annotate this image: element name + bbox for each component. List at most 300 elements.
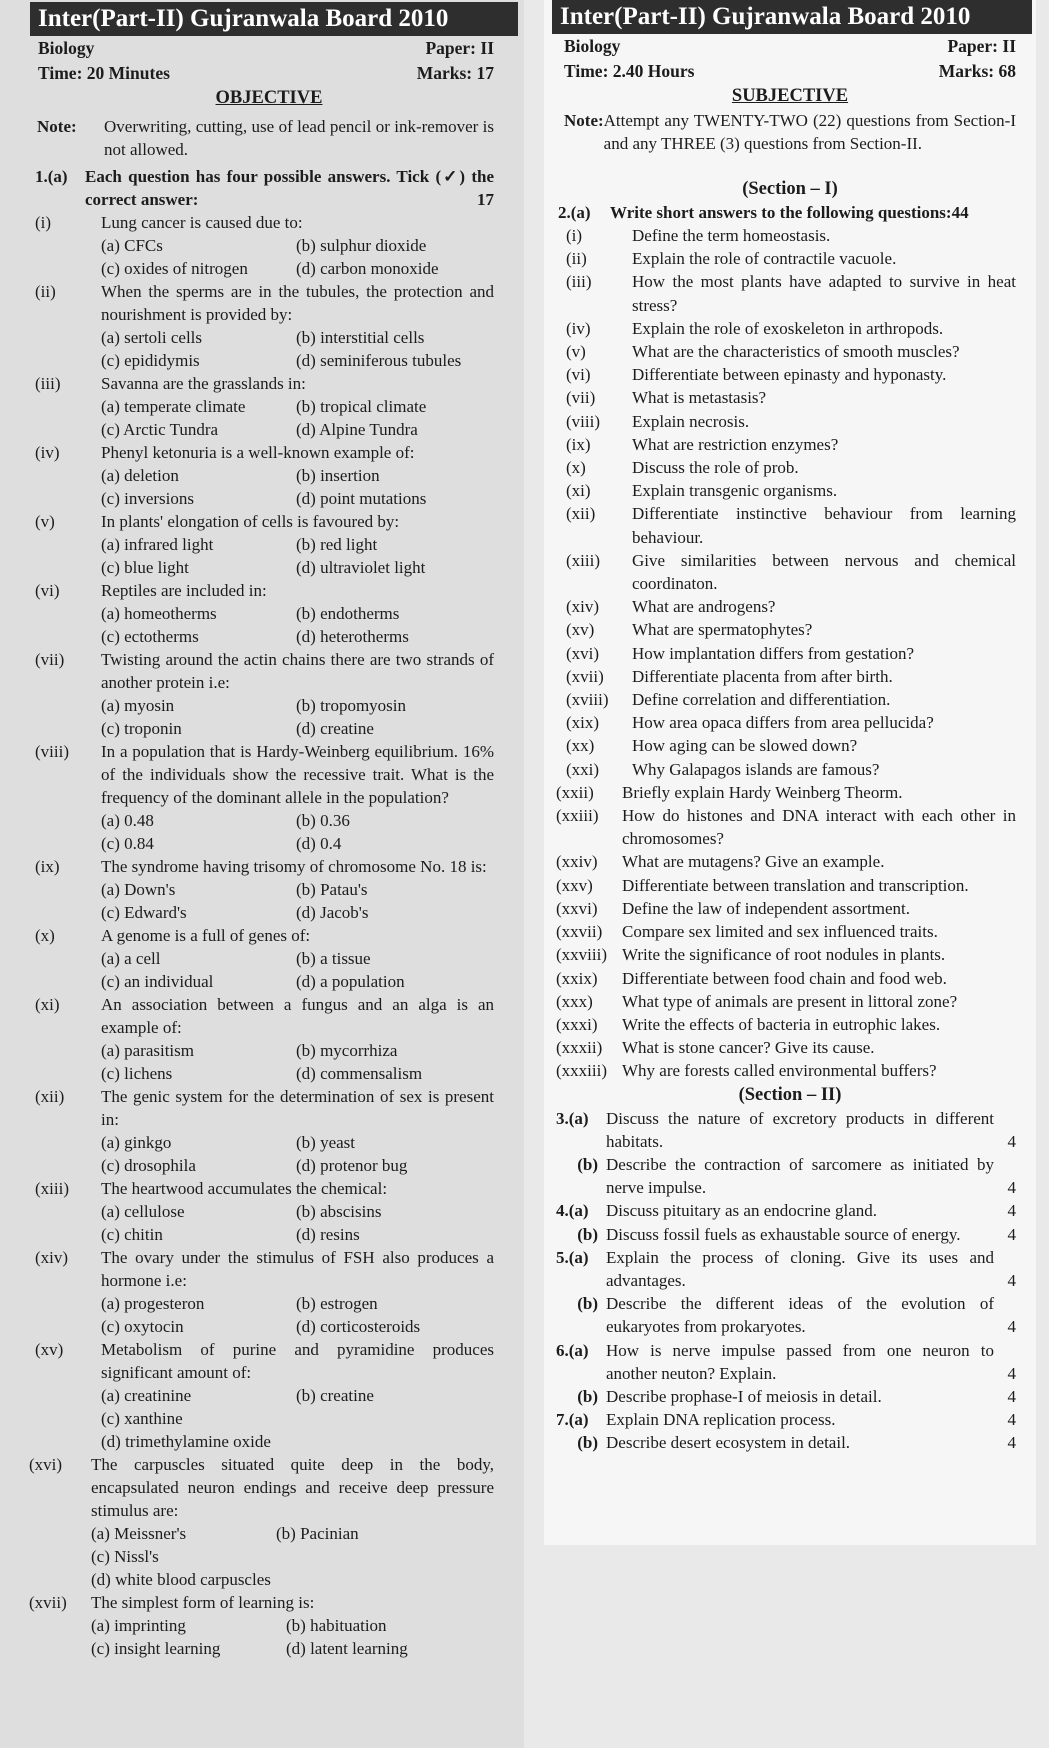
short-question-text: What are restriction enzymes? bbox=[632, 434, 839, 454]
mcq-item bbox=[0, 1085, 524, 1177]
mcq-stem: Savanna are the grasslands in: bbox=[101, 374, 306, 393]
long-question-number: 7.(a) bbox=[556, 1410, 589, 1430]
objective-note bbox=[0, 111, 524, 165]
long-question-number: (b) bbox=[577, 1386, 598, 1406]
short-question-number: (xxiv) bbox=[556, 852, 598, 872]
long-question-text: Describe the different ideas of the evolution of eukaryotes from prokaryotes. bbox=[606, 1294, 994, 1337]
mcq-option-a[interactable]: (a) creatinine bbox=[101, 1386, 192, 1405]
objective-heading: OBJECTIVE bbox=[215, 88, 323, 108]
mcq-option-b[interactable]: (b) sulphur dioxide bbox=[296, 236, 427, 255]
mcq-number: (xii) bbox=[35, 1087, 65, 1106]
objective-meta-row-1 bbox=[0, 36, 524, 61]
objective-meta-row-2 bbox=[0, 61, 524, 86]
mcq-item bbox=[0, 855, 524, 924]
short-question-number: (xxvi) bbox=[556, 898, 598, 918]
mcq-option-c[interactable]: (c) 0.84 bbox=[101, 834, 154, 853]
mcq-option-b[interactable]: (b) yeast bbox=[296, 1133, 356, 1152]
short-question-item bbox=[544, 618, 1036, 641]
mcq-option-b[interactable]: (b) habituation bbox=[286, 1616, 387, 1635]
mcq-stem: The heartwood accumulates the chemical: bbox=[101, 1179, 388, 1198]
long-question-marks: 4 bbox=[1007, 1270, 1016, 1290]
short-question-number: (ii) bbox=[566, 249, 587, 269]
mcq-option-a[interactable]: (a) infrared light bbox=[101, 535, 214, 554]
short-question-number: (x) bbox=[566, 458, 586, 478]
mcq-item bbox=[0, 993, 524, 1085]
mcq-number: (vii) bbox=[35, 650, 65, 669]
mcq-option-b[interactable]: (b) interstitial cells bbox=[296, 328, 425, 347]
objective-note-label: Note: bbox=[37, 117, 77, 136]
mcq-stem: Reptiles are included in: bbox=[101, 581, 267, 600]
mcq-item bbox=[0, 648, 524, 740]
long-question-marks: 4 bbox=[1007, 1433, 1016, 1453]
mcq-option-b[interactable]: (b) tropical climate bbox=[296, 397, 427, 416]
mcq-number: (xiv) bbox=[35, 1248, 69, 1267]
short-question-number: (xxxii) bbox=[556, 1038, 603, 1058]
short-question-text: How aging can be slowed down? bbox=[632, 736, 858, 756]
short-question-number: (xvi) bbox=[566, 643, 600, 663]
mcq-option-a[interactable]: (a) ginkgo bbox=[101, 1133, 172, 1152]
subjective-column bbox=[544, 0, 1036, 1545]
long-question-body bbox=[606, 1223, 1016, 1246]
mcq-number: (iv) bbox=[35, 443, 60, 462]
mcq-stem: The syndrome having trisomy of chromosome No. 18 is: bbox=[101, 857, 487, 876]
short-question-item bbox=[544, 781, 1036, 804]
subjective-heading: SUBJECTIVE bbox=[731, 86, 849, 106]
short-question-item bbox=[544, 665, 1036, 688]
mcq-item bbox=[0, 372, 524, 441]
mcq-option-a[interactable]: (a) cellulose bbox=[101, 1202, 185, 1221]
mcq-option-b[interactable]: (b) creatine bbox=[296, 1386, 374, 1405]
mcq-option-b[interactable]: (b) endotherms bbox=[296, 604, 400, 623]
mcq-option-d[interactable]: (d) corticosteroids bbox=[296, 1317, 421, 1336]
mcq-option-d[interactable]: (d) 0.4 bbox=[296, 834, 342, 853]
mcq-option-c[interactable]: (c) troponin bbox=[101, 719, 182, 738]
short-question-item bbox=[544, 897, 1036, 920]
short-question-item bbox=[544, 363, 1036, 386]
mcq-item bbox=[0, 280, 524, 372]
mcq-option-d[interactable]: (d) ultraviolet light bbox=[296, 558, 426, 577]
mcq-item bbox=[0, 579, 524, 648]
mcq-option-c[interactable]: (c) epididymis bbox=[101, 351, 200, 370]
short-question-text: How do histones and DNA interact with each other in chromosomes? bbox=[622, 806, 1016, 849]
long-question-number: 4.(a) bbox=[556, 1201, 589, 1221]
mcq-option-a[interactable]: (a) homeotherms bbox=[101, 604, 217, 623]
objective-time: Time: 20 Minutes bbox=[38, 63, 170, 83]
short-question-item bbox=[544, 456, 1036, 479]
long-question-list bbox=[544, 1107, 1036, 1455]
short-question-item bbox=[544, 758, 1036, 781]
long-question-body bbox=[606, 1292, 1016, 1338]
mcq-option-d[interactable]: (d) seminiferous tubules bbox=[296, 351, 462, 370]
objective-column bbox=[0, 0, 524, 1748]
long-question-number: 5.(a) bbox=[556, 1247, 589, 1267]
mcq-option-b[interactable]: (b) abscisins bbox=[296, 1202, 382, 1221]
long-question-marks: 4 bbox=[1007, 1131, 1016, 1151]
section-2-heading: (Section – II) bbox=[738, 1084, 842, 1105]
mcq-stem: When the sperms are in the tubules, the protection and nourishment is provided by: bbox=[101, 282, 494, 324]
mcq-option-b[interactable]: (b) mycorrhiza bbox=[296, 1041, 398, 1060]
mcq-option-c[interactable]: (c) ectotherms bbox=[101, 627, 199, 646]
short-question-item bbox=[544, 1059, 1036, 1082]
mcq-option-b[interactable]: (b) red light bbox=[296, 535, 378, 554]
short-question-number: (xviii) bbox=[566, 690, 609, 710]
short-question-text: What are spermatophytes? bbox=[632, 620, 813, 640]
mcq-number: (ii) bbox=[35, 282, 56, 301]
short-question-text: Differentiate placenta from after birth. bbox=[632, 666, 893, 686]
short-question-text: Explain the role of contractile vacuole. bbox=[632, 249, 897, 269]
short-question-number: (xxi) bbox=[566, 759, 600, 779]
long-question-item bbox=[544, 1246, 1036, 1292]
short-question-number: (iii) bbox=[566, 272, 592, 292]
mcq-option-a[interactable]: (a) temperate climate bbox=[101, 397, 246, 416]
long-question-text: Explain DNA replication process. bbox=[606, 1410, 836, 1430]
long-question-text: Describe prophase-I of meiosis in detail. bbox=[606, 1386, 882, 1406]
long-question-body bbox=[606, 1385, 1016, 1408]
mcq-stem: Lung cancer is caused due to: bbox=[101, 213, 303, 232]
short-question-item bbox=[544, 711, 1036, 734]
short-question-item bbox=[544, 943, 1036, 966]
short-question-number: (xiii) bbox=[566, 550, 600, 570]
mcq-option-d[interactable]: (d) protenor bug bbox=[296, 1156, 408, 1175]
short-question-text: Discuss the role of prob. bbox=[632, 458, 799, 478]
short-question-number: (xxiii) bbox=[556, 806, 599, 826]
long-question-number: (b) bbox=[577, 1294, 598, 1314]
mcq-option-c[interactable]: (c) an individual bbox=[101, 972, 214, 991]
short-question-number: (xvii) bbox=[566, 666, 604, 686]
short-question-number: (xxxiii) bbox=[556, 1061, 607, 1081]
objective-question-header bbox=[0, 165, 524, 211]
short-question-item bbox=[544, 734, 1036, 757]
short-question-header bbox=[544, 201, 1036, 224]
mcq-stem: An association between a fungus and an alga is an example of: bbox=[101, 995, 494, 1037]
mcq-item bbox=[0, 924, 524, 993]
mcq-option-d[interactable]: (d) a population bbox=[296, 972, 405, 991]
short-question-item bbox=[544, 386, 1036, 409]
short-question-text: Write the effects of bacteria in eutrophic lakes. bbox=[622, 1014, 941, 1034]
short-question-number: (viii) bbox=[566, 411, 600, 431]
short-question-text: Differentiate between food chain and food web. bbox=[622, 968, 947, 988]
short-question-item bbox=[544, 850, 1036, 873]
short-question-item bbox=[544, 247, 1036, 270]
short-question-text: Write the significance of root nodules in plants. bbox=[622, 945, 946, 965]
short-question-number: (xxv) bbox=[556, 875, 593, 895]
subjective-time: Time: 2.40 Hours bbox=[564, 61, 695, 81]
short-question-item bbox=[544, 1036, 1036, 1059]
long-question-body bbox=[606, 1246, 1016, 1292]
short-question-number: (xxvii) bbox=[556, 922, 603, 942]
short-question-number: 2.(a) bbox=[558, 203, 591, 222]
mcq-option-c[interactable]: (c) blue light bbox=[101, 558, 189, 577]
short-question-number: (xiv) bbox=[566, 597, 600, 617]
mcq-option-a[interactable]: (a) a cell bbox=[101, 949, 161, 968]
short-question-text: What are the characteristics of smooth muscles? bbox=[632, 342, 960, 362]
mcq-stem: The genic system for the determination of sex is present in: bbox=[101, 1087, 494, 1129]
long-question-marks: 4 bbox=[1007, 1386, 1016, 1406]
long-question-item bbox=[544, 1107, 1036, 1153]
short-question-item bbox=[544, 688, 1036, 711]
mcq-stem: In plants' elongation of cells is favoured by: bbox=[101, 512, 400, 531]
mcq-number: (viii) bbox=[35, 742, 69, 761]
mcq-number: (xvii) bbox=[29, 1593, 67, 1612]
mcq-item bbox=[0, 1338, 524, 1453]
short-question-number: (iv) bbox=[566, 318, 591, 338]
short-question-text: What is metastasis? bbox=[632, 388, 767, 408]
mcq-option-c[interactable]: (c) oxytocin bbox=[101, 1317, 184, 1336]
mcq-number: (vi) bbox=[35, 581, 60, 600]
subjective-note bbox=[544, 109, 1036, 177]
long-question-number: (b) bbox=[577, 1224, 598, 1244]
mcq-option-c[interactable]: (c) lichens bbox=[101, 1064, 173, 1083]
short-question-number: (v) bbox=[566, 342, 586, 362]
mcq-option-d[interactable]: (d) white blood carpuscles bbox=[91, 1570, 271, 1589]
long-question-number: 6.(a) bbox=[556, 1340, 589, 1360]
short-question-text: Compare sex limited and sex influenced traits. bbox=[622, 922, 938, 942]
subjective-subject: Biology bbox=[564, 36, 621, 56]
mcq-option-a[interactable]: (a) myosin bbox=[101, 696, 175, 715]
mcq-option-d[interactable]: (d) point mutations bbox=[296, 489, 427, 508]
subjective-paper: Paper: II bbox=[947, 36, 1016, 56]
short-question-text: Define the term homeostasis. bbox=[632, 226, 831, 245]
long-question-item bbox=[544, 1153, 1036, 1199]
long-question-text: Discuss pituitary as an endocrine gland. bbox=[606, 1201, 877, 1221]
subjective-title-band: Inter(Part-II) Gujranwala Board 2010 bbox=[552, 0, 1032, 34]
mcq-option-d[interactable]: (d) Alpine Tundra bbox=[296, 420, 418, 439]
mcq-option-b[interactable]: (b) insertion bbox=[296, 466, 380, 485]
mcq-number: (ix) bbox=[35, 857, 60, 876]
objective-question-text bbox=[85, 165, 494, 211]
short-question-number: (xxxi) bbox=[556, 1014, 598, 1034]
objective-paper: Paper: II bbox=[425, 38, 494, 58]
short-question-item bbox=[544, 479, 1036, 502]
mcq-option-a[interactable]: (a) 0.48 bbox=[101, 811, 154, 830]
mcq-stem: Phenyl ketonuria is a well-known example of: bbox=[101, 443, 415, 462]
mcq-stem: Twisting around the actin chains there are two strands of another protein i.e: bbox=[101, 650, 494, 692]
mcq-option-a[interactable]: (a) Down's bbox=[101, 880, 176, 899]
mcq-option-b[interactable]: (b) tropomyosin bbox=[296, 696, 407, 715]
mcq-item bbox=[0, 510, 524, 579]
subjective-meta-row-1 bbox=[544, 34, 1036, 59]
short-question-item bbox=[544, 595, 1036, 618]
mcq-option-d[interactable]: (d) carbon monoxide bbox=[296, 259, 439, 278]
long-question-body bbox=[606, 1199, 1016, 1222]
mcq-item bbox=[0, 211, 524, 280]
long-question-marks: 4 bbox=[1007, 1363, 1016, 1383]
mcq-stem: In a population that is Hardy-Weinberg equilibrium. 16% of the individuals show the recessive trait. What is the frequency of the dominant allele in the population? bbox=[101, 742, 494, 807]
mcq-option-b[interactable]: (b) a tissue bbox=[296, 949, 371, 968]
short-question-text: Differentiate between translation and transcription. bbox=[622, 875, 969, 895]
short-question-number: (vi) bbox=[566, 365, 591, 385]
long-question-marks: 4 bbox=[1007, 1178, 1016, 1198]
mcq-option-d[interactable]: (d) latent learning bbox=[286, 1639, 408, 1658]
mcq-option-b[interactable]: (b) estrogen bbox=[296, 1294, 378, 1313]
long-question-number: 3.(a) bbox=[556, 1108, 589, 1128]
long-question-item bbox=[544, 1199, 1036, 1222]
mcq-option-c[interactable]: (c) Nissl's bbox=[91, 1547, 159, 1566]
long-question-marks: 4 bbox=[1007, 1201, 1016, 1221]
short-question-text: Explain transgenic organisms. bbox=[632, 481, 838, 501]
long-question-item bbox=[544, 1223, 1036, 1246]
short-question-text: Why are forests called environmental buffers? bbox=[622, 1061, 937, 1081]
mcq-item bbox=[0, 1177, 524, 1246]
short-question-number: (xxx) bbox=[556, 991, 593, 1011]
subjective-marks: Marks: 68 bbox=[938, 61, 1016, 81]
long-question-text: Explain the process of cloning. Give its uses and advantages. bbox=[606, 1247, 994, 1290]
short-question-number: (xxix) bbox=[556, 968, 598, 988]
short-question-item bbox=[544, 317, 1036, 340]
short-question-text: Differentiate between epinasty and hyponasty. bbox=[632, 365, 947, 385]
short-question-text: Differentiate instinctive behaviour from learning behaviour. bbox=[632, 504, 1016, 547]
short-question-item bbox=[544, 990, 1036, 1013]
long-question-text: Describe desert ecosystem in detail. bbox=[606, 1433, 851, 1453]
objective-question-marks: 17 bbox=[477, 190, 494, 209]
mcq-option-d[interactable]: (d) heterotherms bbox=[296, 627, 409, 646]
long-question-item bbox=[544, 1292, 1036, 1338]
mcq-option-a[interactable]: (a) imprinting bbox=[91, 1616, 186, 1635]
mcq-option-d[interactable]: (d) trimethylamine oxide bbox=[101, 1432, 271, 1451]
mcq-option-c[interactable]: (c) Edward's bbox=[101, 903, 187, 922]
mcq-option-b[interactable]: (b) 0.36 bbox=[296, 811, 350, 830]
long-question-marks: 4 bbox=[1007, 1410, 1016, 1430]
mcq-number: (v) bbox=[35, 512, 55, 531]
long-question-item bbox=[544, 1385, 1036, 1408]
short-question-text: What are androgens? bbox=[632, 597, 776, 617]
subjective-note-label: Note: bbox=[564, 111, 604, 130]
short-question-number: (xxii) bbox=[556, 782, 594, 802]
long-question-number: (b) bbox=[577, 1433, 598, 1453]
short-question-text: Define the law of independent assortment. bbox=[622, 898, 910, 918]
short-question-text: Briefly explain Hardy Weinberg Theorm. bbox=[622, 782, 903, 802]
short-question-item bbox=[544, 1013, 1036, 1036]
short-question-text: Explain the role of exoskeleton in arthropods. bbox=[632, 318, 944, 338]
objective-question-instruction: Each question has four possible answers. Tick (✓) the correct answer: bbox=[85, 167, 494, 209]
mcq-option-a[interactable]: (a) CFCs bbox=[101, 236, 163, 255]
mcq-option-b[interactable]: (b) Pacinian bbox=[276, 1524, 359, 1543]
long-question-body bbox=[606, 1431, 1016, 1454]
mcq-option-c[interactable]: (c) xanthine bbox=[101, 1409, 183, 1428]
mcq-item bbox=[0, 740, 524, 855]
short-question-number: (xii) bbox=[566, 504, 596, 524]
short-question-item bbox=[544, 340, 1036, 363]
objective-subject: Biology bbox=[38, 38, 95, 58]
long-question-marks: 4 bbox=[1007, 1317, 1016, 1337]
long-question-item bbox=[544, 1408, 1036, 1431]
short-question-item bbox=[544, 642, 1036, 665]
short-question-text: How area opaca differs from area pellucida? bbox=[632, 713, 934, 733]
mcq-stem: The carpuscles situated quite deep in the body, encapsulated neuron endings and receive deep pressure stimulus are: bbox=[91, 1455, 494, 1520]
mcq-stem: Metabolism of purine and pyramidine produces significant amount of: bbox=[101, 1340, 494, 1382]
short-question-text: What type of animals are present in littoral zone? bbox=[622, 991, 958, 1011]
mcq-option-d[interactable]: (d) creatine bbox=[296, 719, 374, 738]
short-question-item bbox=[544, 410, 1036, 433]
mcq-option-a[interactable]: (a) progesteron bbox=[101, 1294, 205, 1313]
long-question-text: Describe the contraction of sarcomere as initiated by nerve impulse. bbox=[606, 1154, 994, 1198]
short-question-number: (xix) bbox=[566, 713, 600, 733]
mcq-option-c[interactable]: (c) chitin bbox=[101, 1225, 163, 1244]
mcq-option-d[interactable]: (d) Jacob's bbox=[296, 903, 369, 922]
mcq-item bbox=[0, 1591, 524, 1660]
objective-note-text: Overwriting, cutting, use of lead pencil or ink-remover is not allowed. bbox=[104, 117, 494, 159]
mcq-number: (xv) bbox=[35, 1340, 64, 1359]
short-question-number: (ix) bbox=[566, 434, 591, 454]
mcq-option-d[interactable]: (d) resins bbox=[296, 1225, 360, 1244]
long-question-body bbox=[606, 1153, 1016, 1199]
long-question-text: How is nerve impulse passed from one neuron to another neuton? Explain. bbox=[606, 1340, 994, 1383]
long-question-text: Discuss the nature of excretory products in different habitats. bbox=[606, 1108, 994, 1151]
short-question-item bbox=[544, 433, 1036, 456]
mcq-option-a[interactable]: (a) sertoli cells bbox=[101, 328, 203, 347]
short-question-text: What are mutagens? Give an example. bbox=[622, 852, 885, 872]
mcq-list bbox=[0, 211, 524, 1338]
mcq-option-a[interactable]: (a) deletion bbox=[101, 466, 179, 485]
objective-title-band: Inter(Part-II) Gujranwala Board 2010 bbox=[30, 2, 518, 36]
mcq-option-d[interactable]: (d) commensalism bbox=[296, 1064, 423, 1083]
short-question-item bbox=[544, 502, 1036, 548]
short-question-number: (xi) bbox=[566, 481, 591, 501]
short-question-number: (i) bbox=[566, 226, 583, 245]
long-question-number: (b) bbox=[577, 1154, 598, 1174]
mcq-number: (i) bbox=[35, 213, 52, 232]
short-question-text: How implantation differs from gestation? bbox=[632, 643, 915, 663]
mcq-item bbox=[0, 1453, 524, 1591]
short-question-number: (xx) bbox=[566, 736, 595, 756]
subjective-meta-row-2 bbox=[544, 59, 1036, 84]
mcq-option-c[interactable]: (c) Arctic Tundra bbox=[101, 420, 219, 439]
mcq-item bbox=[0, 441, 524, 510]
mcq-option-c[interactable]: (c) inversions bbox=[101, 489, 195, 508]
subjective-note-text: Attempt any TWENTY-TWO (22) questions from Section-I and any THREE (3) questions from Section-II. bbox=[603, 111, 1016, 153]
mcq-option-c[interactable]: (c) drosophila bbox=[101, 1156, 196, 1175]
short-question-list bbox=[544, 224, 1036, 1083]
objective-question-number: 1.(a) bbox=[35, 167, 68, 186]
short-question-instruction: Write short answers to the following questions:44 bbox=[610, 203, 969, 222]
short-question-number: (xxviii) bbox=[556, 945, 607, 965]
long-question-body bbox=[606, 1339, 1016, 1385]
long-question-item bbox=[544, 1339, 1036, 1385]
short-question-number: (xv) bbox=[566, 620, 595, 640]
short-question-item bbox=[544, 804, 1036, 850]
short-question-number: (vii) bbox=[566, 388, 596, 408]
long-question-body bbox=[606, 1408, 1016, 1431]
mcq-number: (iii) bbox=[35, 374, 61, 393]
long-question-item bbox=[544, 1431, 1036, 1454]
short-question-text: Give similarities between nervous and chemical coordinaton. bbox=[632, 550, 1016, 594]
mcq-number: (x) bbox=[35, 926, 55, 945]
short-question-text: How the most plants have adapted to survive in heat stress? bbox=[632, 272, 1016, 315]
mcq-stem: The simplest form of learning is: bbox=[91, 1593, 315, 1612]
mcq-option-b[interactable]: (b) Patau's bbox=[296, 880, 368, 899]
mcq-item bbox=[0, 1246, 524, 1338]
short-question-item bbox=[544, 270, 1036, 316]
long-question-marks: 4 bbox=[1007, 1224, 1016, 1244]
short-question-item bbox=[544, 967, 1036, 990]
mcq-number: (xvi) bbox=[29, 1455, 63, 1474]
mcq-stem: A genome is a full of genes of: bbox=[101, 926, 311, 945]
short-question-text: Define correlation and differentiation. bbox=[632, 690, 891, 710]
short-question-text: Why Galapagos islands are famous? bbox=[632, 759, 880, 779]
long-question-text: Discuss fossil fuels as exhaustable source of energy. bbox=[606, 1224, 961, 1244]
short-question-item bbox=[544, 549, 1036, 595]
mcq-option-a[interactable]: (a) parasitism bbox=[101, 1041, 194, 1060]
mcq-option-c[interactable]: (c) oxides of nitrogen bbox=[101, 259, 248, 278]
mcq-option-a[interactable]: (a) Meissner's bbox=[91, 1524, 187, 1543]
short-question-text: What is stone cancer? Give its cause. bbox=[622, 1038, 875, 1058]
short-question-item bbox=[544, 874, 1036, 897]
short-question-item bbox=[544, 920, 1036, 943]
mcq-option-c[interactable]: (c) insight learning bbox=[91, 1639, 221, 1658]
objective-marks: Marks: 17 bbox=[416, 63, 494, 83]
long-question-body bbox=[606, 1107, 1016, 1153]
mcq-stem: The ovary under the stimulus of FSH also produces a hormone i.e: bbox=[101, 1248, 494, 1290]
